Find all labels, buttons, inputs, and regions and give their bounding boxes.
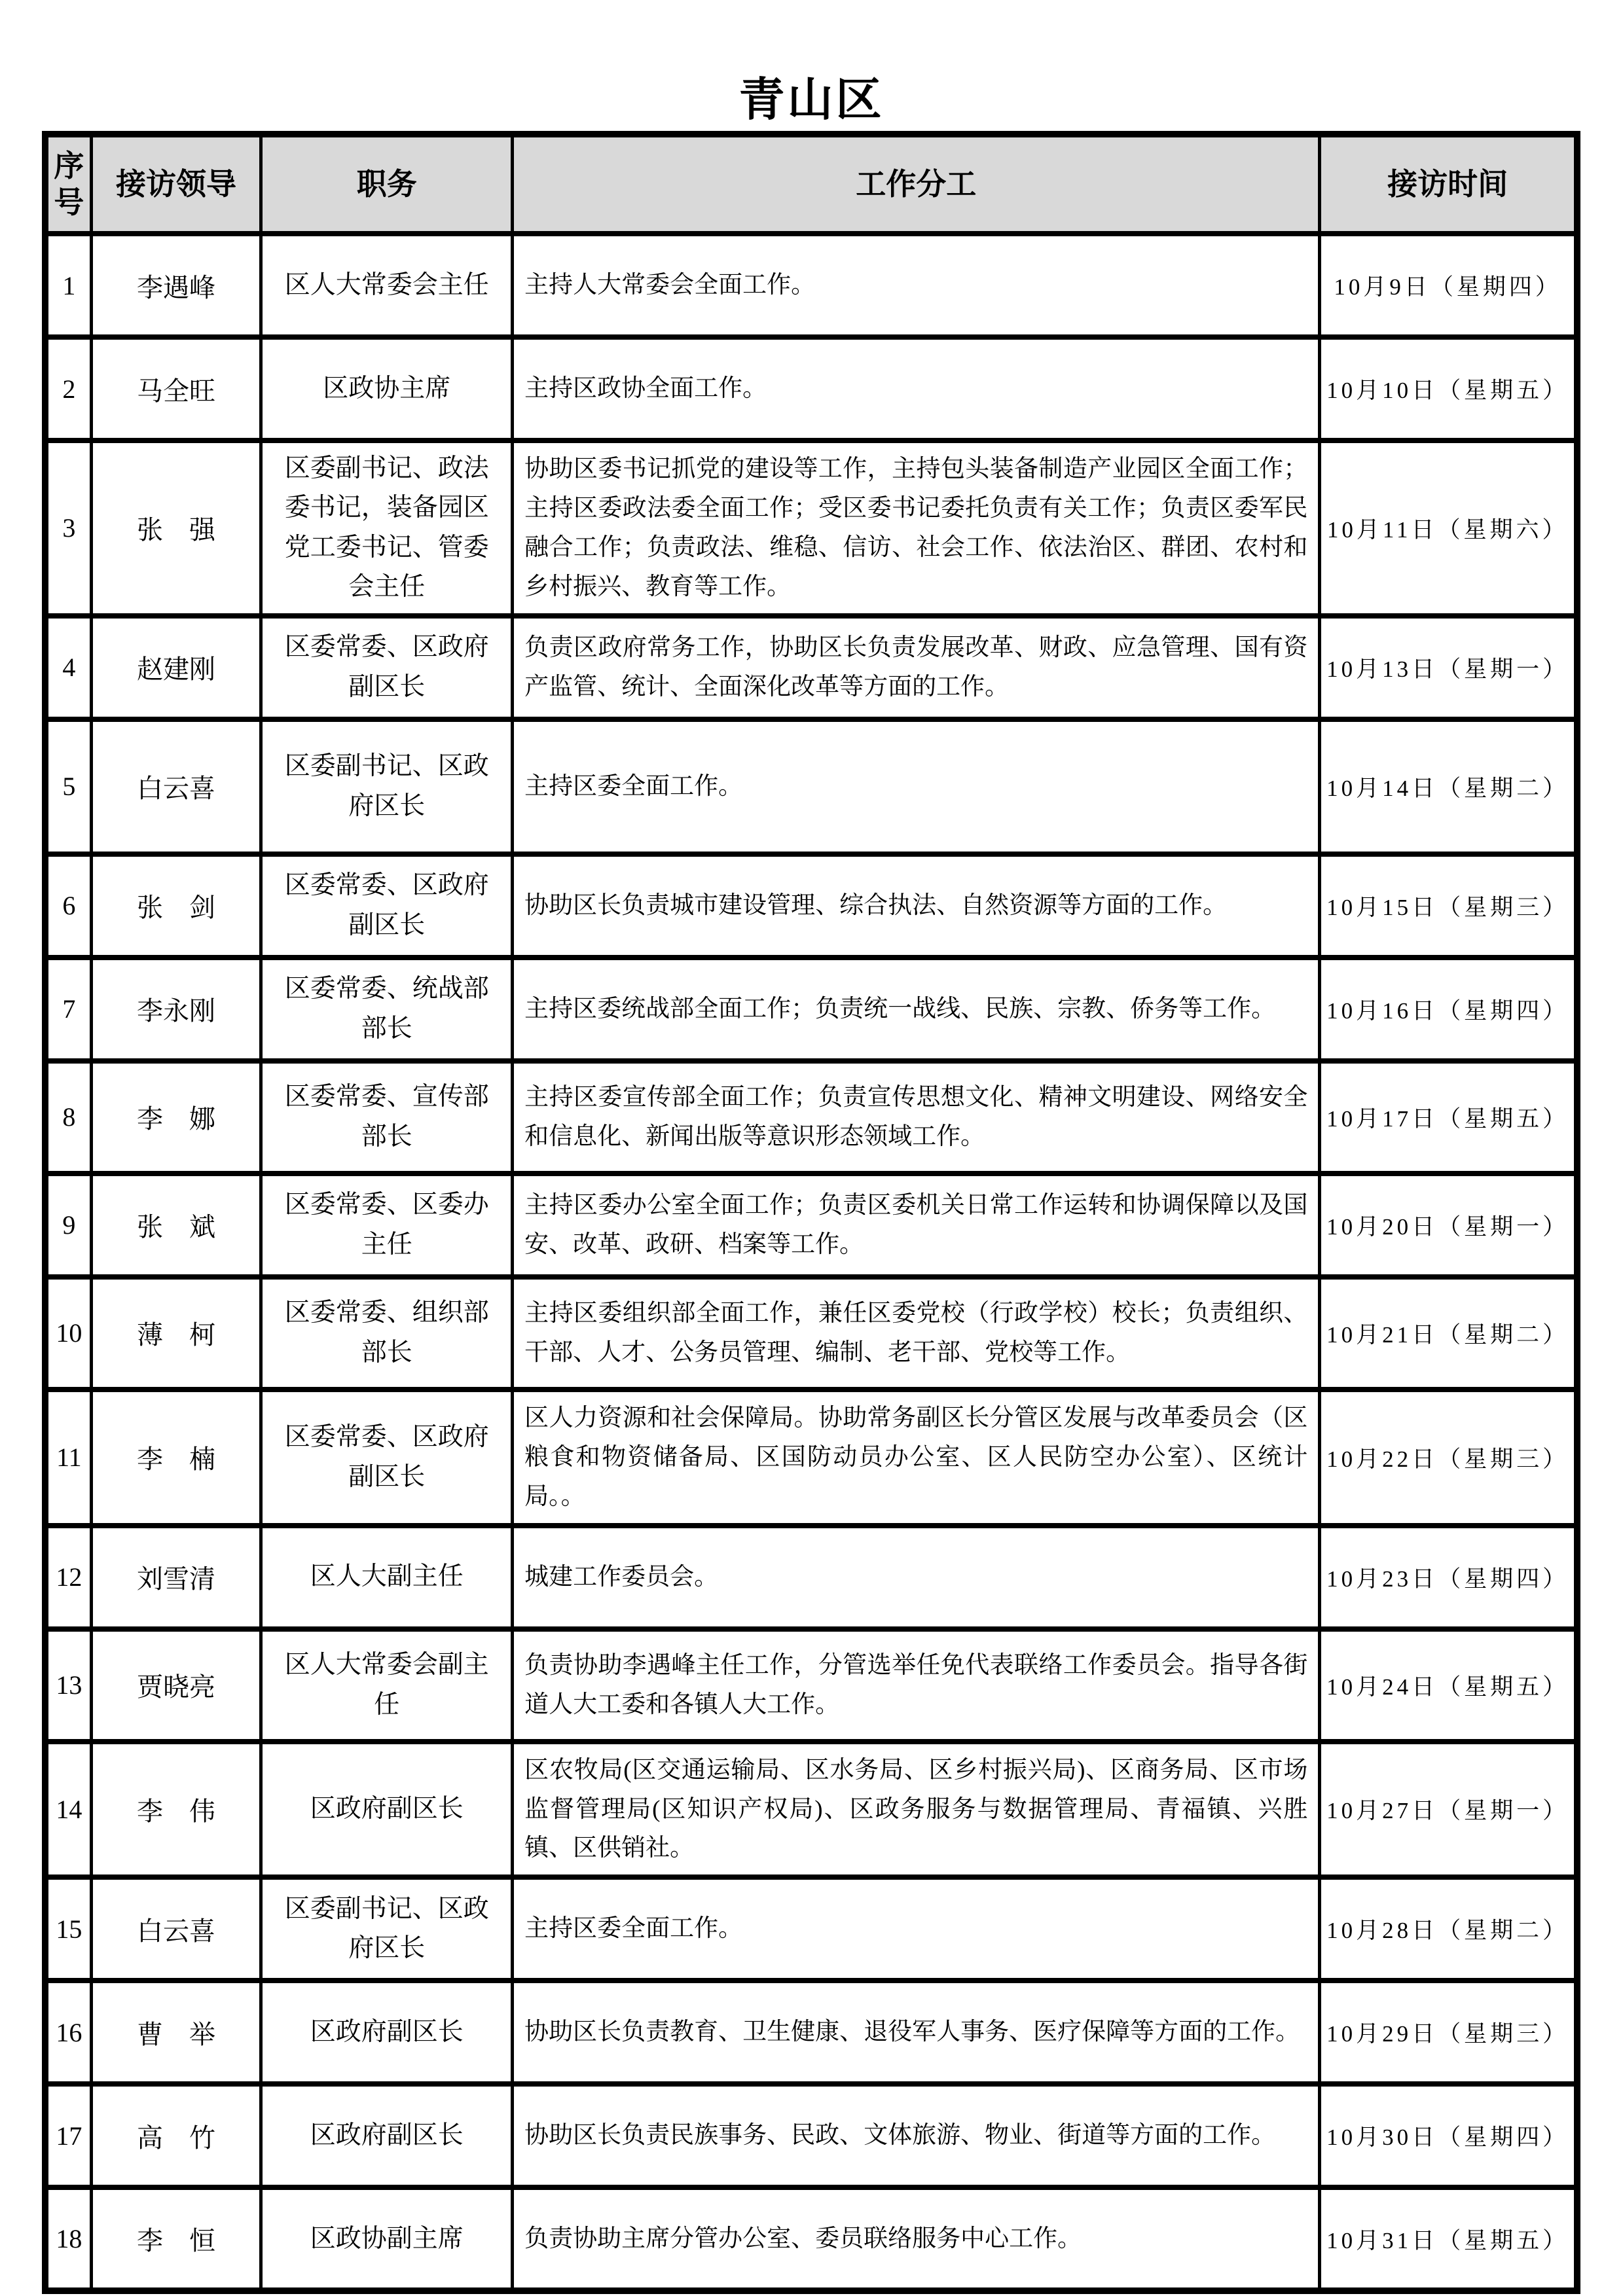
position-cell: 区人大副主任 xyxy=(261,1526,513,1629)
duty-cell: 主持区政协全面工作。 xyxy=(513,337,1320,440)
position-cell: 区委副书记、政法委书记，装备园区党工委书记、管委会主任 xyxy=(261,440,513,616)
duty-cell: 区人力资源和社会保障局。协助常务副区长分管区发展与改革委员会（区粮食和物资储备局、区国防动员办公室、区人民防空办公室）、区统计局。。 xyxy=(513,1390,1320,1526)
duty-cell: 负责协助主席分管办公室、委员联络服务中心工作。 xyxy=(513,2187,1320,2291)
reception-time-cell: 10月15日（星期三） xyxy=(1320,854,1577,958)
position-cell: 区委常委、统战部部长 xyxy=(261,958,513,1061)
table-row xyxy=(45,719,1577,854)
reception-time-cell: 10月9日（星期四） xyxy=(1320,234,1577,337)
leader-name-cell: 李 伟 xyxy=(91,1742,261,1878)
reception-time-cell: 10月28日（星期二） xyxy=(1320,1877,1577,1981)
position-cell: 区政协副主席 xyxy=(261,2187,513,2291)
reception-time-cell: 10月13日（星期一） xyxy=(1320,616,1577,719)
leader-name-cell: 张 强 xyxy=(91,440,261,616)
table-row xyxy=(45,616,1577,719)
leader-name-cell: 白云喜 xyxy=(91,1877,261,1981)
table-row xyxy=(45,1174,1577,1277)
table-row xyxy=(45,1981,1577,2084)
reception-time-cell: 10月14日（星期二） xyxy=(1320,719,1577,854)
reception-time-cell: 10月10日（星期五） xyxy=(1320,337,1577,440)
leader-name-cell: 李 楠 xyxy=(91,1390,261,1526)
table-row xyxy=(45,1877,1577,1981)
leader-name-cell: 李 娜 xyxy=(91,1061,261,1174)
leader-name-cell: 曹 举 xyxy=(91,1981,261,2084)
duty-cell: 负责协助李遇峰主任工作，分管选举任免代表联络工作委员会。指导各街道人大工委和各镇人大工作。 xyxy=(513,1629,1320,1742)
reception-time-cell: 10月17日（星期五） xyxy=(1320,1061,1577,1174)
page-title: 青山区 xyxy=(739,74,884,125)
position-cell: 区委副书记、区政府区长 xyxy=(261,1877,513,1981)
reception-time-cell: 10月16日（星期四） xyxy=(1320,958,1577,1061)
table-header xyxy=(45,134,1577,234)
duty-cell: 主持区委统战部全面工作；负责统一战线、民族、宗教、侨务等工作。 xyxy=(513,958,1320,1061)
row-number-cell: 6 xyxy=(45,854,91,958)
duty-cell: 主持区委宣传部全面工作；负责宣传思想文化、精神文明建设、网络安全和信息化、新闻出版等意识形态领域工作。 xyxy=(513,1061,1320,1174)
duty-cell: 协助区长负责民族事务、民政、文体旅游、物业、街道等方面的工作。 xyxy=(513,2084,1320,2187)
row-number-cell: 11 xyxy=(45,1390,91,1526)
reception-time-cell: 10月23日（星期四） xyxy=(1320,1526,1577,1629)
table-row xyxy=(45,854,1577,958)
duty-cell: 主持人大常委会全面工作。 xyxy=(513,234,1320,337)
duty-cell: 协助区长负责教育、卫生健康、退役军人事务、医疗保障等方面的工作。 xyxy=(513,1981,1320,2084)
table-row xyxy=(45,2084,1577,2187)
duty-cell: 城建工作委员会。 xyxy=(513,1526,1320,1629)
row-number-cell: 12 xyxy=(45,1526,91,1629)
position-cell: 区政府副区长 xyxy=(261,1981,513,2084)
duty-cell: 主持区委全面工作。 xyxy=(513,1877,1320,1981)
row-number-cell: 2 xyxy=(45,337,91,440)
position-cell: 区委常委、区政府副区长 xyxy=(261,616,513,719)
row-number-cell: 17 xyxy=(45,2084,91,2187)
header-cell-number: 序号 xyxy=(45,134,91,234)
position-cell: 区人大常委会主任 xyxy=(261,234,513,337)
table-row xyxy=(45,440,1577,616)
row-number-cell: 15 xyxy=(45,1877,91,1981)
position-cell: 区委副书记、区政府区长 xyxy=(261,719,513,854)
table-row xyxy=(45,1629,1577,1742)
row-number-cell: 14 xyxy=(45,1742,91,1878)
duty-cell: 主持区委全面工作。 xyxy=(513,719,1320,854)
row-number-cell: 5 xyxy=(45,719,91,854)
header-cell-leader: 接访领导 xyxy=(91,134,261,234)
position-cell: 区委常委、区政府副区长 xyxy=(261,1390,513,1526)
row-number-cell: 4 xyxy=(45,616,91,719)
leader-name-cell: 高 竹 xyxy=(91,2084,261,2187)
position-cell: 区政协主席 xyxy=(261,337,513,440)
table-row xyxy=(45,1742,1577,1878)
table-row xyxy=(45,337,1577,440)
reception-time-cell: 10月20日（星期一） xyxy=(1320,1174,1577,1277)
duty-cell: 区农牧局(区交通运输局、区水务局、区乡村振兴局)、区商务局、区市场监督管理局(区知识产权局)、区政务服务与数据管理局、青福镇、兴胜镇、区供销社。 xyxy=(513,1742,1320,1878)
reception-time-cell: 10月24日（星期五） xyxy=(1320,1629,1577,1742)
reception-time-cell: 10月31日（星期五） xyxy=(1320,2187,1577,2291)
leader-name-cell: 李遇峰 xyxy=(91,234,261,337)
header-row xyxy=(45,134,1577,234)
leader-name-cell: 刘雪清 xyxy=(91,1526,261,1629)
position-cell: 区委常委、宣传部部长 xyxy=(261,1061,513,1174)
row-number-cell: 10 xyxy=(45,1277,91,1390)
duty-cell: 协助区委书记抓党的建设等工作，主持包头装备制造产业园区全面工作；主持区委政法委全面工作；受区委书记委托负责有关工作；负责区委军民融合工作；负责政法、维稳、信访、社会工作、依法治区、群团、农村和乡村振兴、教育等工作。 xyxy=(513,440,1320,616)
reception-time-cell: 10月29日（星期三） xyxy=(1320,1981,1577,2084)
duty-cell: 主持区委办公室全面工作；负责区委机关日常工作运转和协调保障以及国安、改革、政研、档案等工作。 xyxy=(513,1174,1320,1277)
reception-time-cell: 10月11日（星期六） xyxy=(1320,440,1577,616)
row-number-cell: 3 xyxy=(45,440,91,616)
duty-cell: 协助区长负责城市建设管理、综合执法、自然资源等方面的工作。 xyxy=(513,854,1320,958)
leader-name-cell: 李永刚 xyxy=(91,958,261,1061)
header-cell-duty: 工作分工 xyxy=(513,134,1320,234)
header-cell-position: 职务 xyxy=(261,134,513,234)
row-number-cell: 9 xyxy=(45,1174,91,1277)
position-cell: 区政府副区长 xyxy=(261,2084,513,2187)
table-row xyxy=(45,1526,1577,1629)
position-cell: 区委常委、组织部部长 xyxy=(261,1277,513,1390)
row-number-cell: 13 xyxy=(45,1629,91,1742)
table-row xyxy=(45,1061,1577,1174)
row-number-cell: 18 xyxy=(45,2187,91,2291)
table-row xyxy=(45,234,1577,337)
table-row xyxy=(45,1277,1577,1390)
duty-cell: 负责区政府常务工作，协助区长负责发展改革、财政、应急管理、国有资产监管、统计、全面深化改革等方面的工作。 xyxy=(513,616,1320,719)
leader-name-cell: 张 斌 xyxy=(91,1174,261,1277)
leader-name-cell: 马全旺 xyxy=(91,337,261,440)
reception-schedule-table xyxy=(42,131,1580,2294)
leader-name-cell: 赵建刚 xyxy=(91,616,261,719)
leader-name-cell: 张 剑 xyxy=(91,854,261,958)
leader-name-cell: 贾晓亮 xyxy=(91,1629,261,1742)
table-row xyxy=(45,1390,1577,1526)
duty-cell: 主持区委组织部全面工作，兼任区委党校（行政学校）校长；负责组织、干部、人才、公务员管理、编制、老干部、党校等工作。 xyxy=(513,1277,1320,1390)
leader-name-cell: 李 恒 xyxy=(91,2187,261,2291)
position-cell: 区人大常委会副主任 xyxy=(261,1629,513,1742)
table-row xyxy=(45,2187,1577,2291)
table-row xyxy=(45,958,1577,1061)
row-number-cell: 1 xyxy=(45,234,91,337)
header-cell-time: 接访时间 xyxy=(1320,134,1577,234)
reception-time-cell: 10月30日（星期四） xyxy=(1320,2084,1577,2187)
leader-name-cell: 薄 柯 xyxy=(91,1277,261,1390)
row-number-cell: 7 xyxy=(45,958,91,1061)
row-number-cell: 8 xyxy=(45,1061,91,1174)
reception-time-cell: 10月22日（星期三） xyxy=(1320,1390,1577,1526)
row-number-cell: 16 xyxy=(45,1981,91,2084)
table-body xyxy=(45,234,1577,2291)
reception-time-cell: 10月27日（星期一） xyxy=(1320,1742,1577,1878)
leader-name-cell: 白云喜 xyxy=(91,719,261,854)
position-cell: 区政府副区长 xyxy=(261,1742,513,1878)
reception-time-cell: 10月21日（星期二） xyxy=(1320,1277,1577,1390)
position-cell: 区委常委、区政府副区长 xyxy=(261,854,513,958)
position-cell: 区委常委、区委办主任 xyxy=(261,1174,513,1277)
